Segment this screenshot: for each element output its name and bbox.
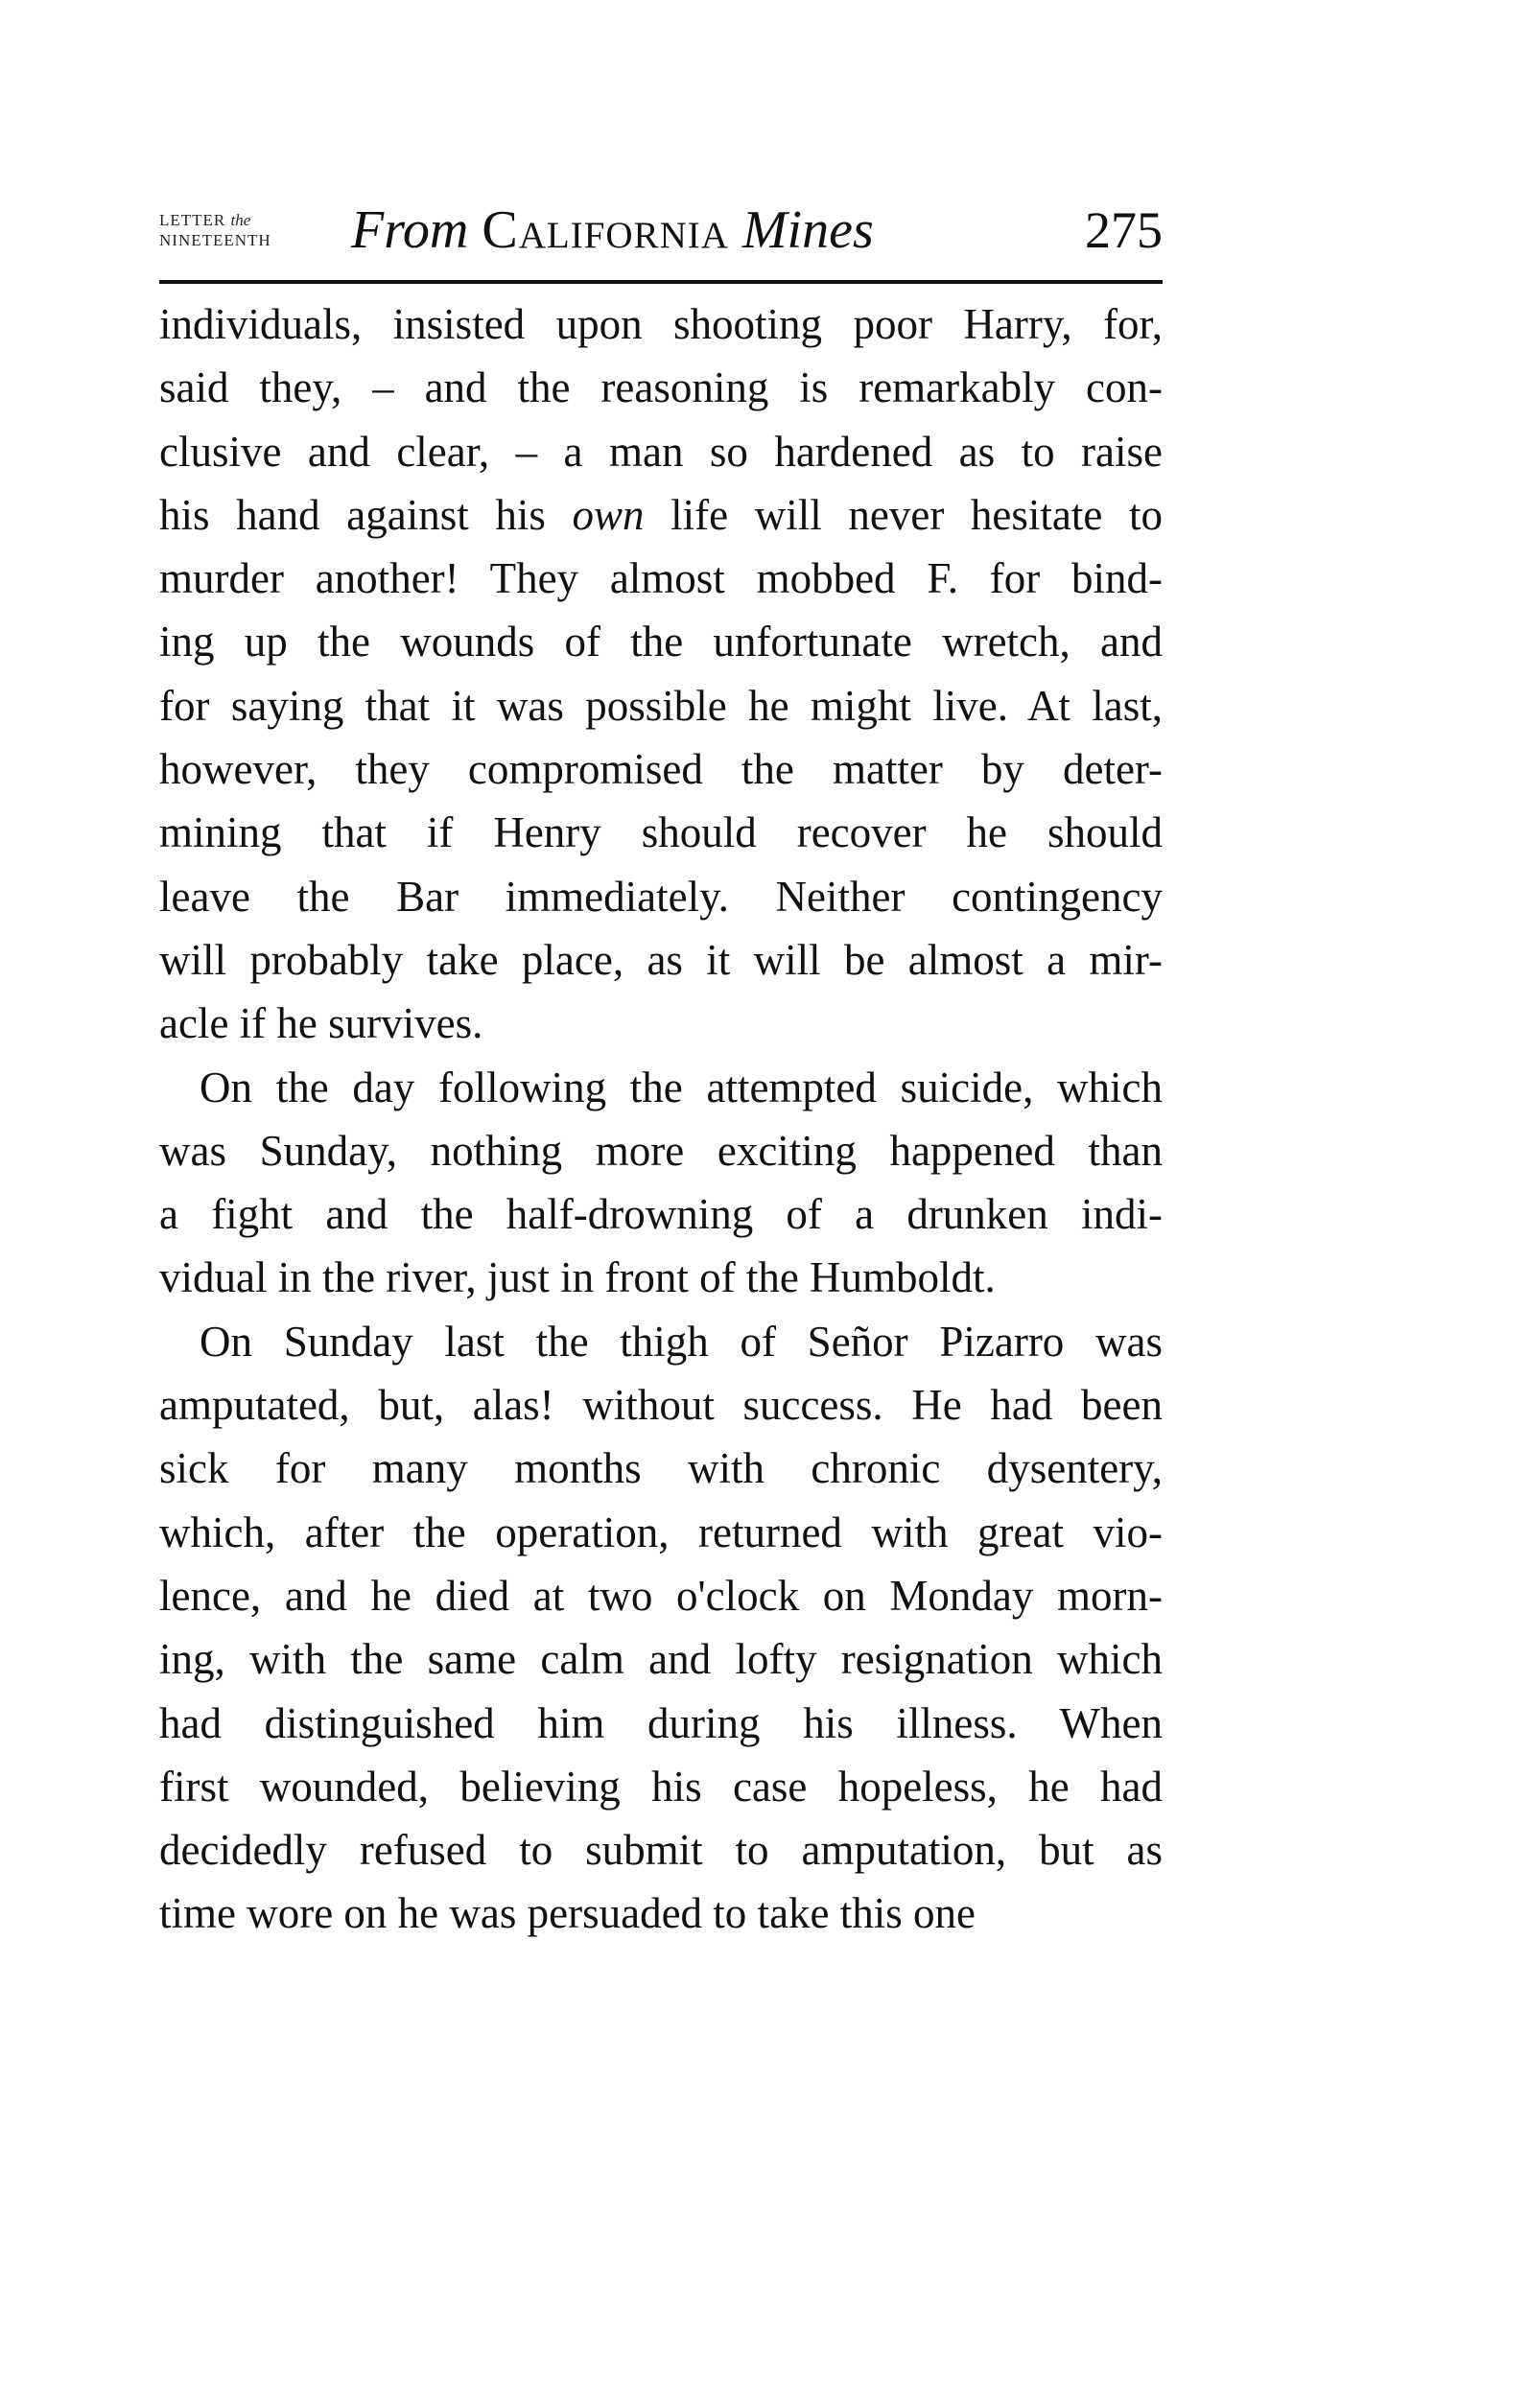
letter-label-word: LETTER [159,211,226,229]
text-line: mining that if Henry should recover he should [159,808,1163,857]
text-segment: his hand against his [159,490,573,539]
text-line: On the day following the attempted suicide, which [200,1063,1163,1111]
text-line: was Sunday, nothing more exciting happened than [159,1126,1163,1175]
text-line: acle if he survives. [159,999,483,1048]
text-line: first wounded, believing his case hopeless, he had [159,1762,1163,1811]
text-line: clusive and clear, – a man so hardened as to raise [159,427,1163,476]
text-line: amputated, but, alas! without success. He had been [159,1381,1163,1430]
text-line: leave the Bar immediately. Neither contingency [159,872,1163,921]
text-line: said they, – and the reasoning is remarkably con- [159,363,1163,412]
text-line [159,483,1163,547]
letter-label-the: the [230,211,251,229]
header-rule [159,280,1163,284]
text-line: vidual in the river, just in front of the Humboldt. [159,1253,996,1302]
text-line: however, they compromised the matter by deter- [159,745,1163,794]
running-title-california: California [482,200,729,260]
text-line: which, after the operation, returned with great vio- [159,1508,1163,1556]
text-line: time wore on he was persuaded to take this one [159,1889,976,1938]
text-line: ing up the wounds of the unfortunate wretch, and [159,618,1163,666]
text-segment: life will never hesitate to [644,490,1163,539]
text-line: a fight and the half-drowning of a drunken indi- [159,1190,1163,1239]
text-line: individuals, insisted upon shooting poor Harry, for, [159,300,1163,348]
letter-label [159,210,313,250]
page-number: 275 [1085,201,1163,259]
italic-word: own [572,490,645,539]
text-line: On Sunday last the thigh of Señor Pizarro was [200,1317,1163,1366]
text-line: lence, and he died at two o'clock on Monday morn- [159,1571,1163,1620]
running-title-from: From [351,200,469,260]
running-title-mines: Mines [741,200,874,260]
letter-number: NINETEENTH [159,231,271,249]
text-line: will probably take place, as it will be almost a mir- [159,935,1163,984]
text-line: sick for many months with chronic dysentery, [159,1444,1163,1493]
text-line: ing, with the same calm and lofty resignation which [159,1635,1163,1684]
running-head [159,197,1163,273]
running-title [351,197,874,264]
text-line: decidedly refused to submit to amputation, but as [159,1826,1163,1875]
text-line: had distinguished him during his illness. When [159,1698,1163,1747]
text-line: for saying that it was possible he might live. At last, [159,681,1163,730]
text-line: murder another! They almost mobbed F. for bind- [159,554,1163,603]
body-text [159,292,1163,1946]
